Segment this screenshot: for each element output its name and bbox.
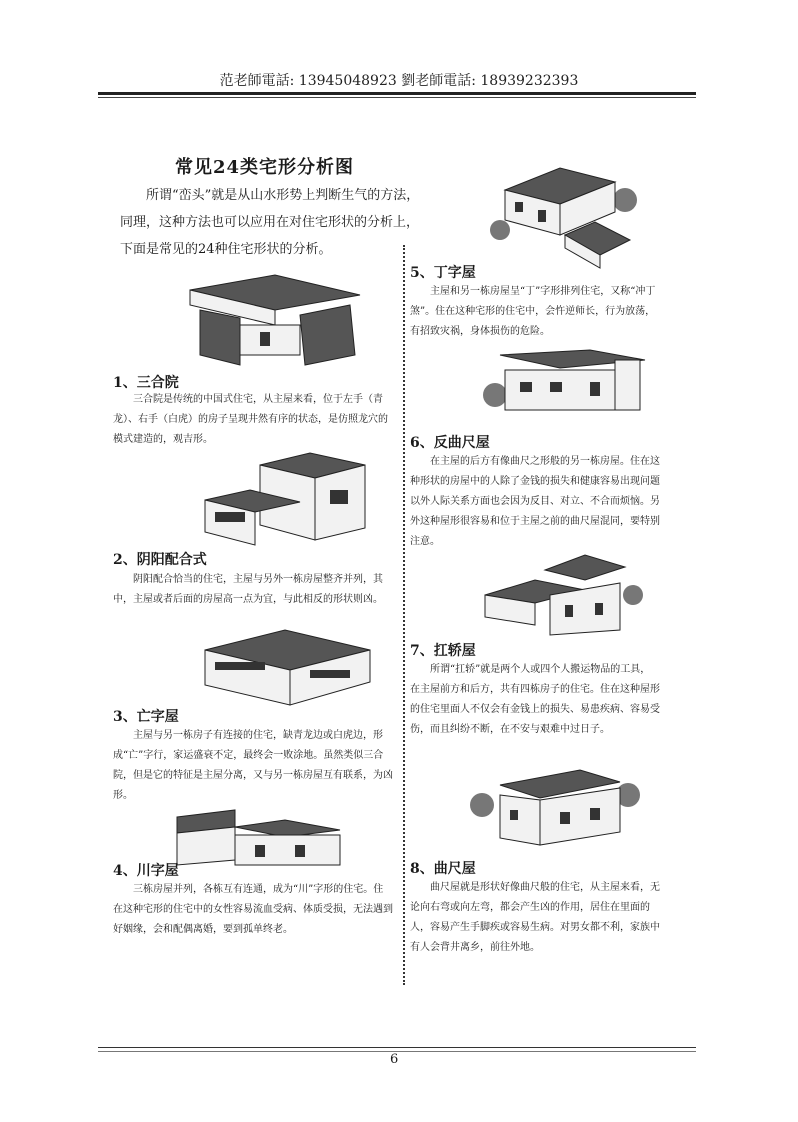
section-title-4: 4、川字屋	[113, 863, 179, 879]
section-title-1: 1、三合院	[113, 375, 179, 391]
page-number: 6	[390, 1052, 399, 1067]
illustration-fanquchi	[480, 340, 650, 420]
section-title-3: 3、亡字屋	[113, 709, 179, 725]
illustration-sanheyuan	[180, 270, 370, 375]
header-rule-thin	[98, 97, 696, 98]
header-rule	[98, 92, 696, 95]
section-title-5: 5、丁字屋	[410, 265, 476, 281]
section-body-1: 三合院是传统的中国式住宅，从主屋来看，位于左手（青龙）、右手（白虎）的房子呈现井然有序的状态，是仿照龙穴的模式建造的，观吉形。	[113, 394, 388, 445]
illustration-ding-house	[480, 160, 640, 270]
column-divider	[403, 245, 405, 985]
section-title-6: 6、反曲尺屋	[410, 435, 490, 451]
section-title-8: 8、曲尺屋	[410, 861, 476, 877]
section-body-8: 曲尺屋就是形状好像曲尺般的住宅，从主屋来看，无论向右弯或向左弯，都会产生凶的作用，居住在里面的人，容易产生手脚疾或容易生病。对男女都不利，家族中有人会背井离乡，前往外地。	[410, 882, 660, 953]
section-title-2: 2、阴阳配合式	[113, 552, 207, 568]
section-body-3: 主屋与另一栋房子有连接的住宅，缺青龙边或白虎边，形成“亡”字行，家运盛衰不定，最终会一败涂地。虽然类似三合院，但是它的特征是主屋分离，又与另一栋房屋互有联系，为凶形。	[113, 730, 393, 801]
section-body-4: 三栋房屋并列，各栋互有连通，成为“川”字形的住宅。住在这种宅形的住宅中的女性容易流血受病、体质受损，无法遇到好姻缘，会和配偶离婚，要到孤单终老。	[113, 884, 393, 935]
section-body-7: 所谓“扛轿”就是两个人或四个人搬运物品的工具，在主屋前方和后方，共有四栋房子的住宅。住在这种屋形的住宅里面人不仅会有金钱上的损失、易患疾病、容易受伤，而且纠纷不断，在不安与艰难中过日子。	[410, 664, 660, 735]
footer-rule	[98, 1047, 696, 1048]
contact-header: 范老師電話: 13945048923 劉老師電話: 18939232393	[219, 73, 579, 89]
illustration-quchi	[470, 760, 640, 850]
illustration-yinyang	[200, 450, 370, 550]
section-title-7: 7、扛轿屋	[410, 643, 476, 659]
page-title: 常见24类宅形分析图	[175, 157, 355, 178]
intro-paragraph: 所谓“峦头”就是从山水形势上判断生气的方法，同理，这种方法也可以应用在对住宅形状的分析上，下面是常见的24种住宅形状的分析。	[120, 188, 420, 257]
section-body-6: 在主屋的后方有像曲尺之形般的另一栋房屋。住在这种形状的房屋中的人除了金钱的损失和健康容易出现问题以外人际关系方面也会因为反目、对立、不合而烦恼。另外这种屋形很容易和位于主屋之前的曲尺屋混同，要特别注意。	[410, 456, 660, 547]
section-body-2: 阴阳配合恰当的住宅，主屋与另外一栋房屋整齐并列，其中，主屋或者后面的房屋高一点为宜，与此相反的形状则凶。	[113, 574, 383, 605]
illustration-wangzi	[200, 620, 375, 710]
section-body-5: 主屋和另一栋房屋呈“丁”字形排列住宅，又称“冲丁煞”。住在这种宅形的住宅中，会忤逆师长，行为放荡，有招致灾祸，身体损伤的危险。	[410, 286, 656, 337]
illustration-gangjiao	[475, 545, 645, 640]
